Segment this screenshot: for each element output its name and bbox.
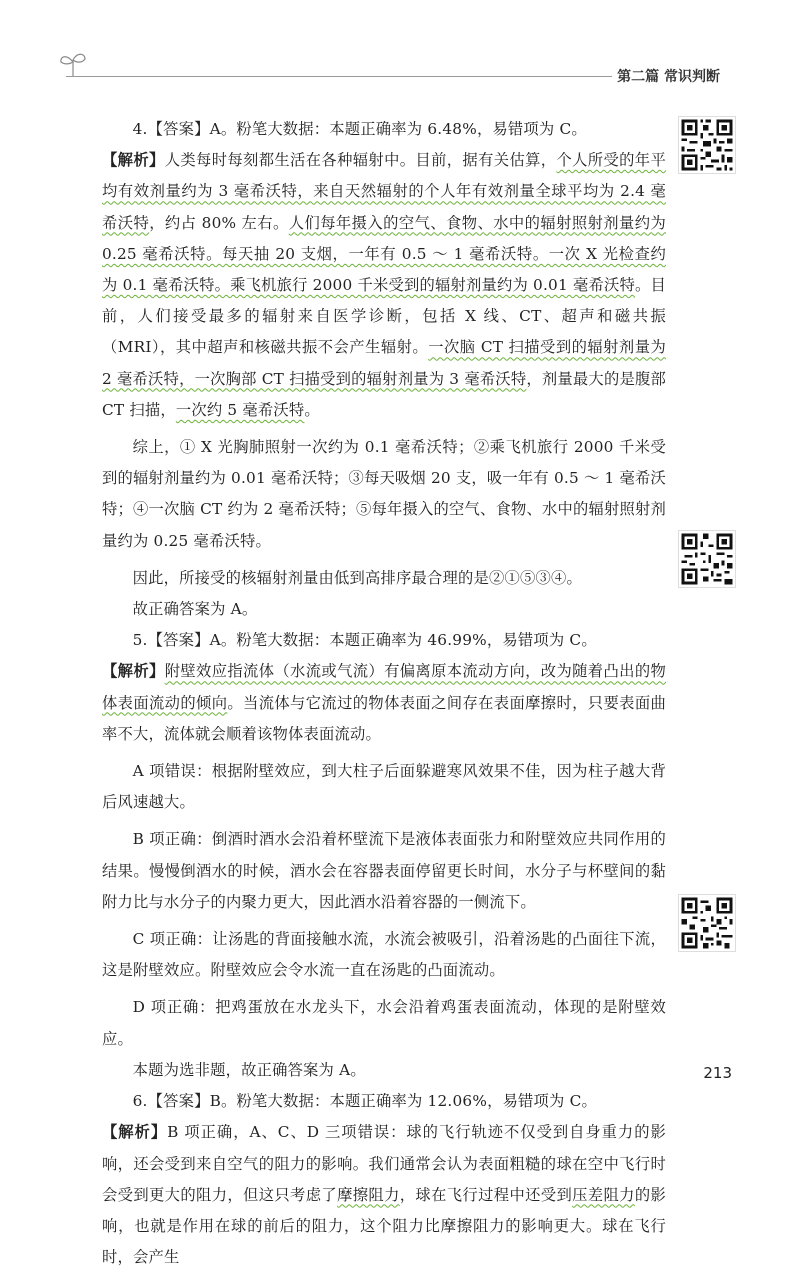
q5-option-b: B 项正确：倒酒时酒水会沿着杯壁流下是液体表面张力和附壁效应共同作用的结果。慢慢倒酒水的时候，酒水会在容器表面停留更长时间，水分子与杯壁间的黏附力比与水分子的内聚力更大，因此酒水沿着容器的一侧流下。 — [102, 830, 666, 911]
q5-option-a: A 项错误：根据附壁效应，到大柱子后面躲避寒风效果不佳，因为柱子越大背后风速越大。 — [102, 762, 666, 812]
analysis-tag: 【解析】 — [102, 1123, 168, 1142]
qr-code-icon — [678, 530, 736, 588]
q5-option-d: D 项正确：把鸡蛋放在水龙头下，水会沿着鸡蛋表面流动，体现的是附壁效应。 — [102, 998, 666, 1048]
qr-code-icon — [678, 116, 736, 174]
q5-analysis: 【解析】附壁效应指流体（水流或气流）有偏离原本流动方向，改为随着凸出的物体表面流动的倾向。当流体与它流过的物体表面之间存在表面摩擦时，只要表面曲率不大，流体就会顺着该物体表面流动。 — [102, 662, 666, 743]
q5-answer: 5.【答案】A。粉笔大数据：本题正确率为 46.99%，易错项为 C。 — [132, 631, 597, 650]
q4-conclusion: 故正确答案为 A。 — [132, 600, 258, 619]
q6-answer: 6.【答案】B。粉笔大数据：本题正确率为 12.06%，易错项为 C。 — [132, 1092, 598, 1111]
qr-code-icon — [678, 894, 736, 952]
q5-conclusion: 本题为选非题，故正确答案为 A。 — [132, 1060, 366, 1079]
analysis-tag: 【解析】 — [102, 662, 165, 681]
q4-analysis: 【解析】人类每时每刻都生活在各种辐射中。目前，据有关估算，个人所受的年平均有效剂量约为 3 毫希沃特，来自天然辐射的个人年有效剂量全球平均为 2.4 毫希沃特，约占 80% 左右。人们每年摄入的空气、食物、水中的辐射照射剂量约为 0.25 毫希沃特。每天抽 20 支烟，一年有 0.5 ～ 1 毫希沃特。一次 X 光检查约为 0.1 毫希沃特。乘飞机旅行 2000 千米受到的辐射剂量约为 0.01 毫希沃特。目前，人们接受最多的辐射来自医学诊断，包括 X 线、CT、超声和磁共振（MRI），其中超声和核磁共振不会产生辐射。一次脑 CT 扫描受到的辐射剂量为 2 毫希沃特，一次胸部 CT 扫描受到的辐射剂量为 3 毫希沃特，剂量最大的是腹部 CT 扫描，一次约 5 毫希沃特。 — [102, 151, 666, 419]
sprout-icon — [56, 50, 90, 78]
q4-therefore: 因此，所接受的核辐射剂量由低到高排序最合理的是②①⑤③④。 — [132, 568, 583, 587]
page-number: 213 — [703, 1064, 732, 1082]
document-body — [102, 114, 666, 1273]
q5-option-c: C 项正确：让汤匙的背面接触水流，水流会被吸引，沿着汤匙的凸面往下流，这是附壁效应。附壁效应会令水流一直在汤匙的凸面流动。 — [102, 930, 666, 980]
analysis-tag: 【解析】 — [102, 151, 165, 170]
q4-answer: 4.【答案】A。粉笔大数据：本题正确率为 6.48%，易错项为 C。 — [132, 120, 587, 138]
header-rule — [66, 76, 612, 77]
section-title: 第二篇 常识判断 — [617, 69, 720, 85]
q6-analysis: 【解析】B 项正确，A、C、D 三项错误：球的飞行轨迹不仅受到自身重力的影响，还会受到来自空气的阻力的影响。我们通常会认为表面粗糙的球在空中飞行时会受到更大的阻力，但这只考虑了摩擦阻力，球在飞行过程中还受到压差阻力的影响，也就是作用在球的前后的阻力，这个阻力比摩擦阻力的影响更大。球在飞行时，会产生 — [102, 1123, 666, 1267]
q4-summary: 综上，① X 光胸肺照射一次约为 0.1 毫希沃特；②乘飞机旅行 2000 千米受到的辐射剂量约为 0.01 毫希沃特；③每天吸烟 20 支，吸一年有 0.5 ～ 1 毫希沃特；④一次脑 CT 约为 2 毫希沃特；⑤每年摄入的空气、食物、水中的辐射照射剂量约为 0.25 毫希沃特。 — [102, 438, 666, 550]
